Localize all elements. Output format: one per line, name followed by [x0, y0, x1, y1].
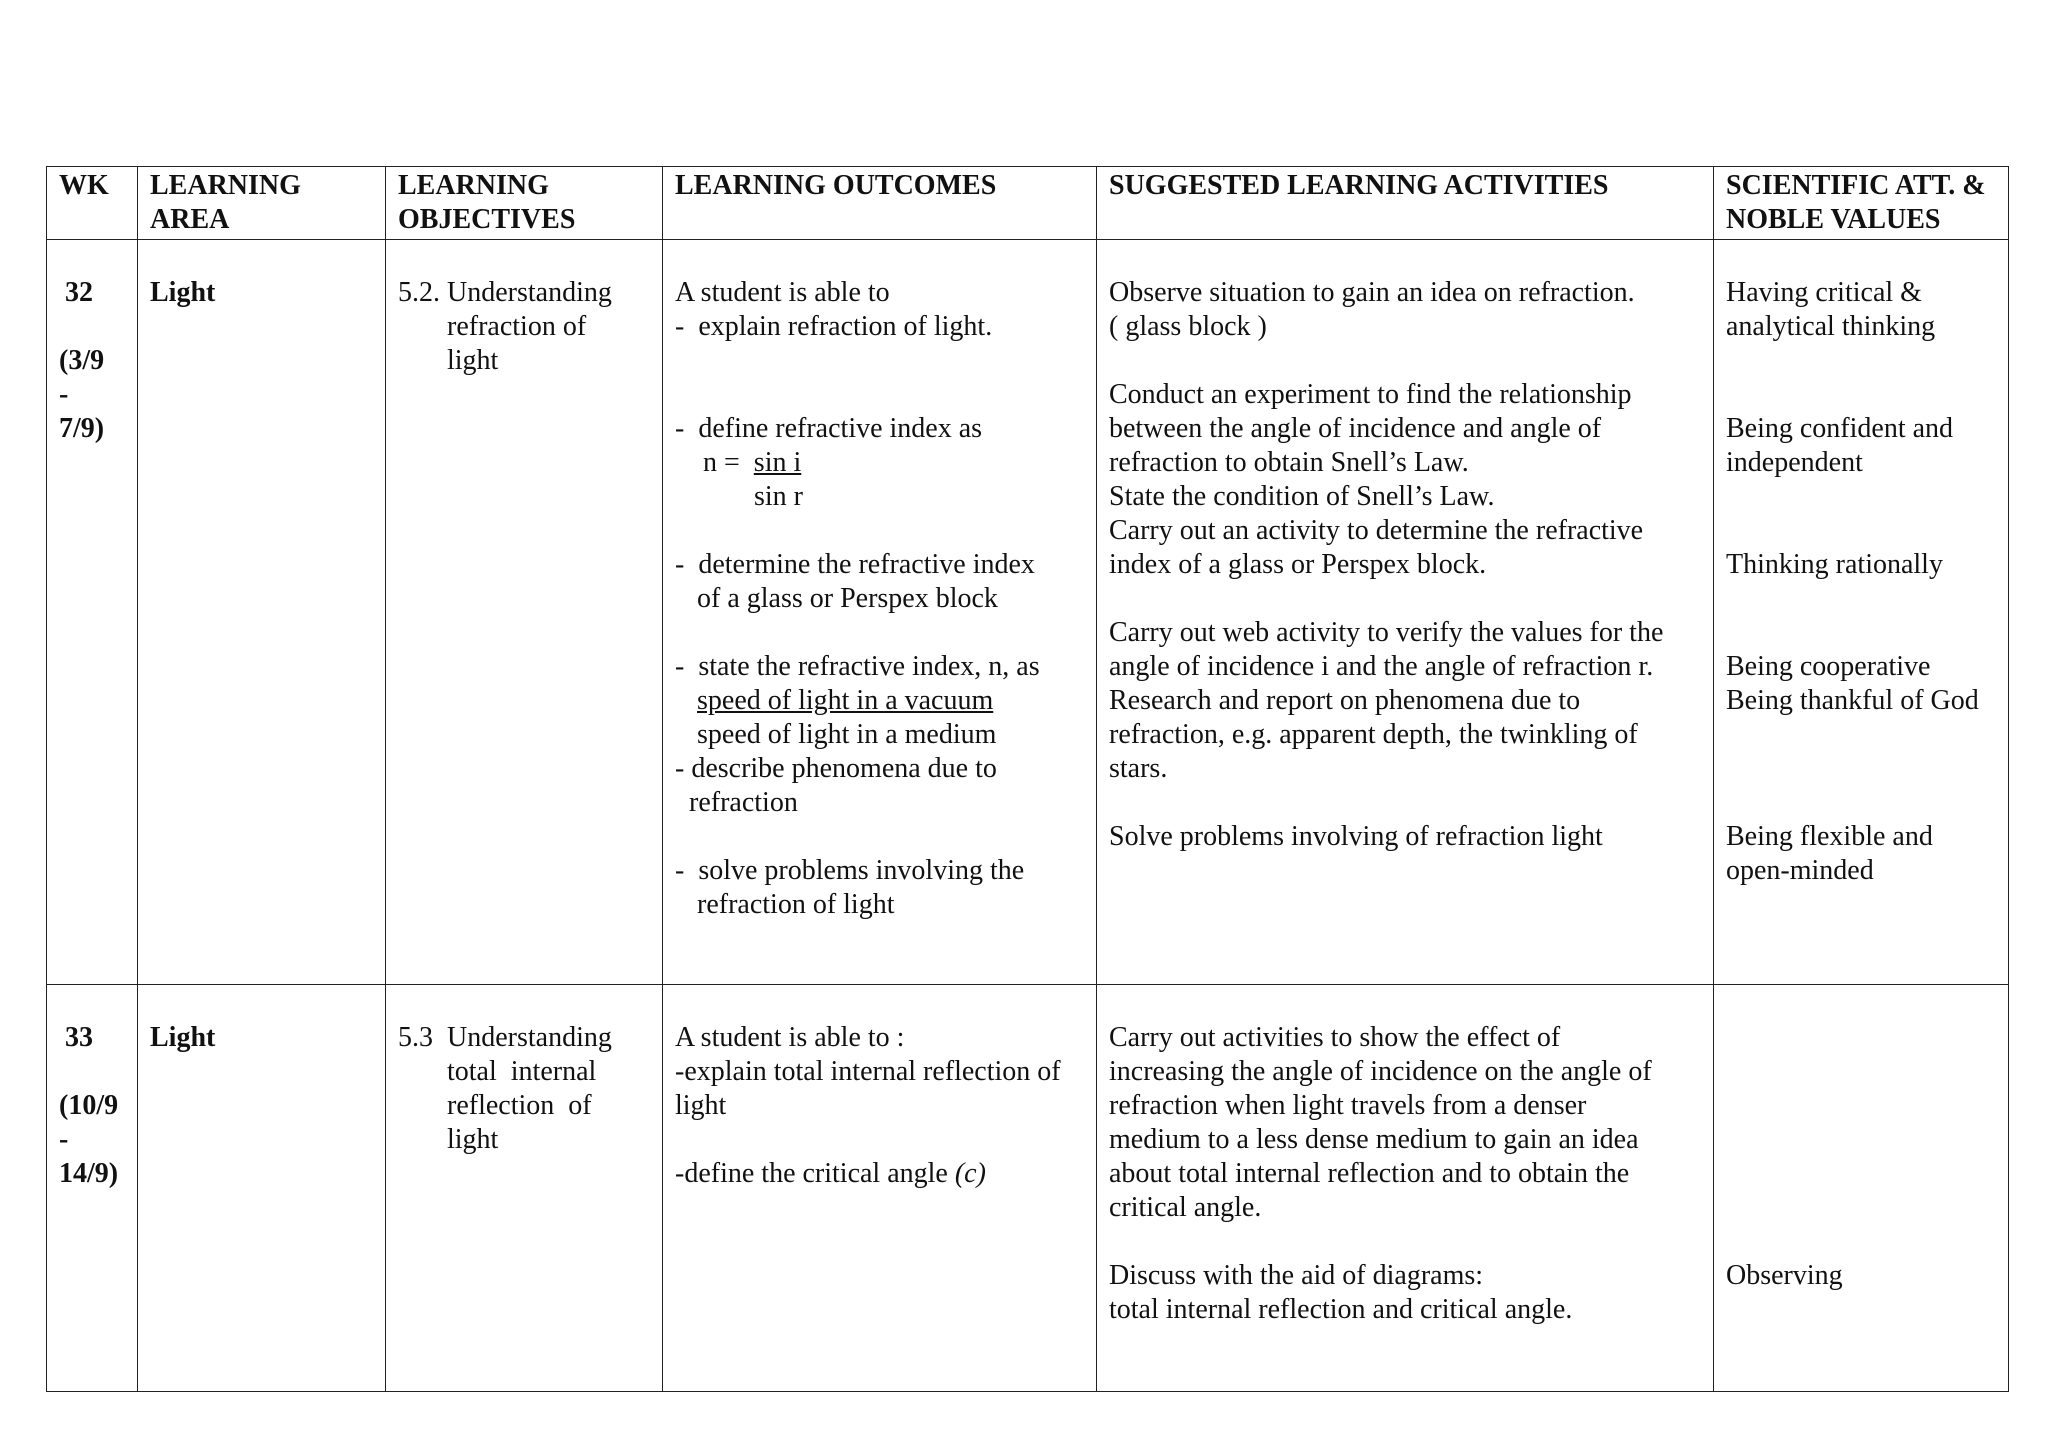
fraction-denominator: speed of light in a medium [697, 719, 997, 750]
activities-cell [1097, 240, 1714, 985]
activity-line: stars. [1109, 753, 1168, 784]
week-cell [47, 985, 138, 1392]
activity-line: Carry out web activity to verify the values for the [1109, 617, 1664, 648]
value-line [1726, 514, 1996, 548]
activity-line: Observe situation to gain an idea on refraction. [1109, 277, 1635, 308]
objective-line: Understanding [447, 1022, 612, 1053]
activity-line: angle of incidence i and the angle of refraction r. [1109, 651, 1654, 682]
activity-line [1109, 582, 1701, 616]
activity-line: between the angle of incidence and angle of [1109, 413, 1602, 444]
week-number: 32 [65, 277, 93, 308]
table-row [47, 985, 2009, 1392]
learning-area: Light [150, 277, 216, 308]
value-line [1726, 1123, 1996, 1157]
outcome-item: - solve problems involving the [675, 855, 1025, 886]
value-line [1726, 616, 1996, 650]
outcome-item-cont: of a glass or Perspex block [697, 583, 998, 614]
learning-outcomes-cell [663, 240, 1097, 985]
activity-line: critical angle. [1109, 1192, 1262, 1223]
week-date-end: 14/9) [59, 1158, 119, 1189]
value-line [1726, 582, 1996, 616]
value-line: open-minded [1726, 855, 1874, 886]
activity-line: Discuss with the aid of diagrams: [1109, 1260, 1484, 1291]
objective-line: total internal [447, 1056, 597, 1087]
value-line [1726, 1157, 1996, 1191]
activity-line: State the condition of Snell’s Law. [1109, 481, 1495, 512]
value-line [1726, 786, 1996, 820]
value-line: analytical thinking [1726, 311, 1936, 342]
objective-line: Understanding [447, 277, 612, 308]
objective-line: light [447, 1124, 499, 1155]
activity-line: Carry out activities to show the effect of [1109, 1022, 1561, 1053]
learning-objective-cell [386, 240, 663, 985]
values-cell [1714, 240, 2009, 985]
outcome-intro: A student is able to [675, 277, 890, 308]
learning-area-cell [138, 985, 386, 1392]
outcome-item: -explain total internal reflection of [675, 1056, 1061, 1087]
value-line: Observing [1726, 1260, 1843, 1291]
value-line [1726, 1089, 1996, 1123]
activity-line: Solve problems involving of refraction light [1109, 821, 1603, 852]
header-wk: WK [47, 167, 138, 240]
week-date-start: (10/9 [59, 1090, 119, 1121]
activity-line: Conduct an experiment to find the relationship [1109, 379, 1632, 410]
objective-number: 5.3 [398, 1022, 447, 1053]
objective-line: light [447, 345, 499, 376]
activity-line: ( glass block ) [1109, 311, 1267, 342]
value-line: Being thankful of God [1726, 685, 1979, 716]
value-line: Having critical & [1726, 277, 1922, 308]
learning-area-cell [138, 240, 386, 985]
value-line: Being cooperative [1726, 651, 1931, 682]
outcome-item: - define refractive index as [675, 413, 983, 444]
outcome-item: -define the critical angle (c) [675, 1158, 986, 1189]
value-line [1726, 480, 1996, 514]
outcome-item: - state the refractive index, n, as [675, 651, 1040, 682]
value-line [1726, 378, 1996, 412]
critical-angle-symbol: (c) [954, 1158, 986, 1189]
formula-numerator: sin i [753, 447, 802, 478]
activity-line: Research and report on phenomena due to [1109, 685, 1581, 716]
value-line [1726, 1225, 1996, 1259]
outcome-intro: A student is able to : [675, 1022, 905, 1053]
week-date-start: (3/9 [59, 345, 105, 376]
outcome-item: - determine the refractive index [675, 549, 1035, 580]
values-cell [1714, 985, 2009, 1392]
activity-line [1109, 786, 1701, 820]
value-line: Thinking rationally [1726, 549, 1943, 580]
value-line: independent [1726, 447, 1863, 478]
outcome-item-cont: light [675, 1090, 727, 1121]
activity-line: refraction, e.g. apparent depth, the twinkling of [1109, 719, 1638, 750]
week-number: 33 [65, 1022, 93, 1053]
value-line: Being flexible and [1726, 821, 1933, 852]
week-date-dash: - [59, 379, 69, 410]
table-row [47, 240, 2009, 985]
value-line [1726, 718, 1996, 752]
learning-objective-cell [386, 985, 663, 1392]
objective-number: 5.2. [398, 277, 447, 308]
value-line [1726, 1055, 1996, 1089]
value-line [1726, 1021, 1996, 1055]
week-date-end: 7/9) [59, 413, 105, 444]
header-learning-area: LEARNING AREA [138, 167, 386, 240]
activity-line [1109, 1225, 1701, 1259]
formula-prefix: n = [703, 447, 754, 478]
activity-line: medium to a less dense medium to gain an idea [1109, 1124, 1639, 1155]
activity-line [1109, 344, 1701, 378]
objective-line: refraction of [447, 311, 587, 342]
activity-line: refraction to obtain Snell’s Law. [1109, 447, 1469, 478]
week-cell [47, 240, 138, 985]
value-line [1726, 752, 1996, 786]
formula-denominator: sin r [754, 481, 803, 512]
value-line [1726, 1191, 1996, 1225]
activity-line: refraction when light travels from a denser [1109, 1090, 1587, 1121]
header-suggested-activities: SUGGESTED LEARNING ACTIVITIES [1097, 167, 1714, 240]
value-line: Being confident and [1726, 413, 1954, 444]
learning-outcomes-cell [663, 985, 1097, 1392]
header-row [47, 167, 2009, 240]
objective-line: reflection of [447, 1090, 592, 1121]
activities-cell [1097, 985, 1714, 1392]
activity-line: increasing the angle of incidence on the angle of [1109, 1056, 1652, 1087]
outcome-item: - explain refraction of light. [675, 311, 993, 342]
formula-line [675, 446, 1084, 480]
header-scientific-values: SCIENTIFIC ATT. & NOBLE VALUES [1714, 167, 2009, 240]
lesson-plan-table [46, 166, 2009, 1392]
outcome-item-cont: refraction [689, 787, 798, 818]
activity-line: Carry out an activity to determine the refractive [1109, 515, 1644, 546]
activity-line: index of a glass or Perspex block. [1109, 549, 1487, 580]
header-learning-objectives: LEARNING OBJECTIVES [386, 167, 663, 240]
learning-area: Light [150, 1022, 216, 1053]
activity-line: total internal reflection and critical angle. [1109, 1294, 1573, 1325]
outcome-item-cont: refraction of light [697, 889, 895, 920]
fraction-numerator: speed of light in a vacuum [697, 685, 994, 716]
activity-line: about total internal reflection and to obtain the [1109, 1158, 1630, 1189]
value-line [1726, 344, 1996, 378]
outcome-item: - describe phenomena due to [675, 753, 997, 784]
header-learning-outcomes: LEARNING OUTCOMES [663, 167, 1097, 240]
week-date-dash: - [59, 1124, 69, 1155]
